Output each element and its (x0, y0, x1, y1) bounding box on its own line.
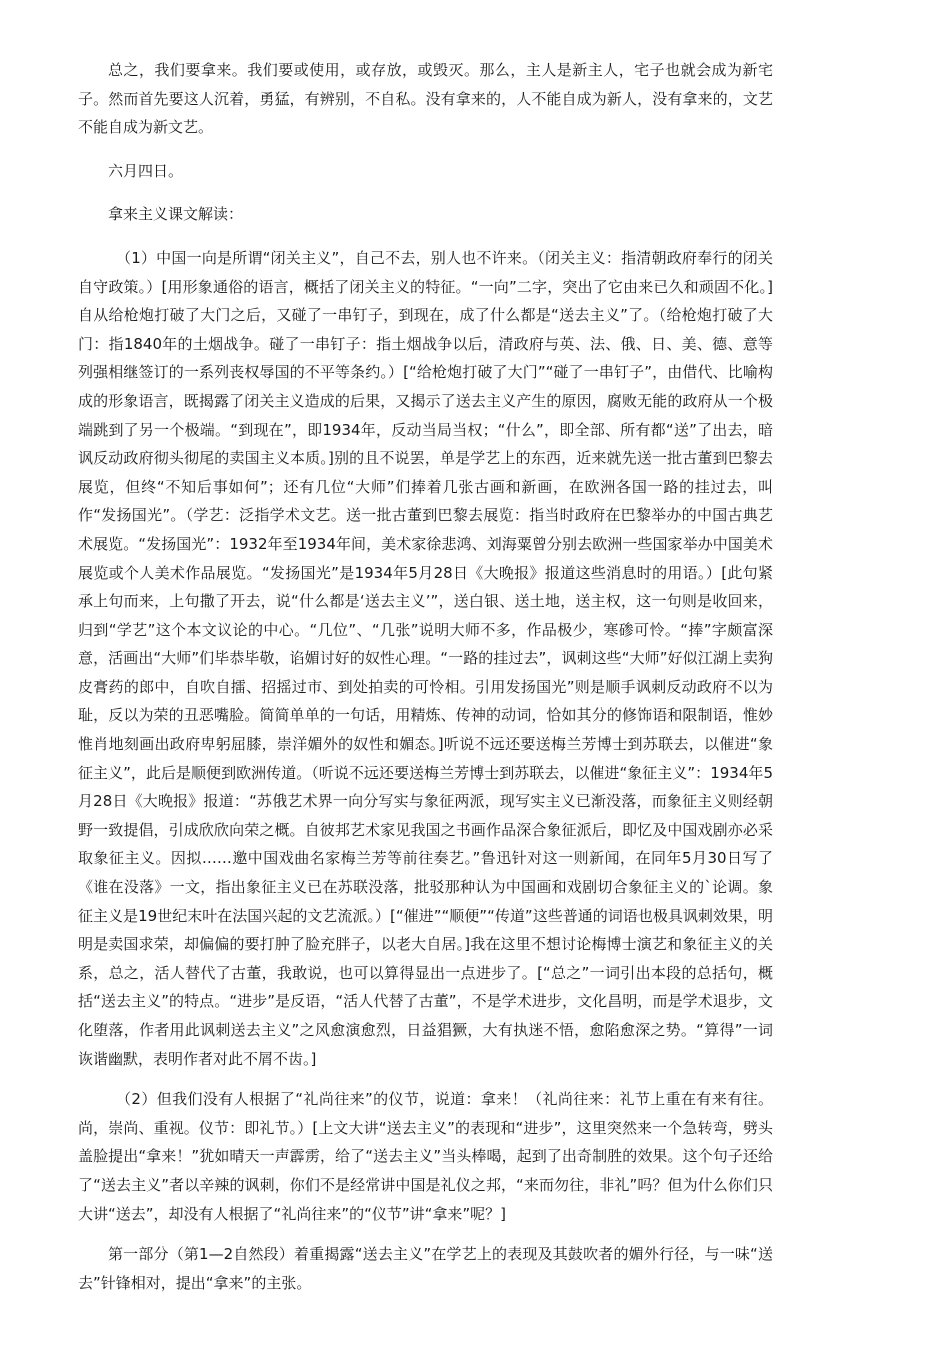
section-heading: 拿来主义课文解读： (108, 205, 244, 224)
analysis-paragraph-1: （1）中国一向是所谓“闭关主义”，自己不去，别人也不许来。（闭关主义：指清朝政府奉行的闭关自守政策。）[用形象通俗的语言，概括了闭关主义的特征。“一向”二字，突出了它由来已久和顽固不化。]自从给枪炮打破了大门之后，又碰了一串钉子，到现在，成了什么都是“送去主义”了。（给枪炮打破了大门：指1840年的土烟战争。碰了一串钉子：指土烟战争以后，清政府与英、法、俄、日、美、德、意等列强相继签订的一系列丧权辱国的不平等条约。）[“给枪炮打破了大门”“碰了一串钉子”，由借代、比喻构成的形象语言，既揭露了闭关主义造成的后果，又揭示了送去主义产生的原因，腐败无能的政府从一个极端跳到了另一个极端。“到现在”，即1934年，反动当局当权；“什么”，即全部、所有都“送”了出去，暗讽反动政府彻头彻尾的卖国主义本质。]别的且不说罢，单是学艺上的东西，近来就先送一批古董到巴黎去展览，但终“不知后事如何”；还有几位“大师”们捧着几张古画和新画，在欧洲各国一路的挂过去，叫作“发扬国光”。（学艺：泛指学术文艺。送一批古董到巴黎去展览：指当时政府在巴黎举办的中国古典艺术展览。“发扬国光”：1932年至1934年间，美术家徐悲鸿、刘海粟曾分别去欧洲一些国家举办中国美术展览或个人美术作品展览。“发扬国光”是1934年5月28日《大晚报》报道这些消息时的用语。）[此句紧承上句而来，上句撒了开去，说“什么都是‘送去主义’”，送白银、送土地，送主权，这一句则是收回来，归到“学艺”这个本文议论的中心。“几位”、“几张”说明大师不多，作品极少，寒碜可怜。“捧”字颇富深意，活画出“大师”们毕恭毕敬，谄媚讨好的奴性心理。“一路的挂过去”，讽刺这些“大师”好似江湖上卖狗皮膏药的郎中，自吹自擂、招摇过市、到处拍卖的可怜相。引用发扬国光”则是顺手讽刺反动政府不以为耻，反以为荣的丑恶嘴脸。简简单单的一句话，用精炼、传神的动词，恰如其分的修饰语和限制语，惟妙惟肖地刻画出政府卑躬屈膝，崇洋媚外的奴性和媚态。]听说不远还要送梅兰芳博士到苏联去，以催进“象征主义”，此后是顺便到欧洲传道。（听说不远还要送梅兰芳博士到苏联去，以催进“象征主义”：1934年5月28日《大晚报》报道：“苏俄艺术界一向分写实与象征两派，现写实主义已渐没落，而象征主义则经朝野一致提倡，引成欣欣向荣之概。自彼邦艺术家见我国之书画作品深合象征派后，即忆及中国戏剧亦必采取象征主义。因拟……邀中国戏曲名家梅兰芳等前往奏艺。”鲁迅针对这一则新闻，在同年5月30日写了《谁在没落》一文，指出象征主义已在苏联没落，批驳那种认为中国画和戏剧切合象征主义的`论调。象征主义是19世纪末叶在法国兴起的文艺流派。）[“催进”“顺便”“传道”这些普通的词语也极具讽刺效果，明明是卖国求荣，却偏偏的要打肿了脸充胖子，以老大自居。]我在这里不想讨论梅博士演艺和象征主义的关系，总之，活人替代了古董，我敢说，也可以算得显出一点进步了。[“总之”一词引出本段的总括句，概括“送去主义”的特点。“进步”是反语，“活人代替了古董”，不是学术进步，文化昌明，而是学术退步，文化堕落，作者用此讽刺送去主义”之风愈演愈烈，日益猖獗，大有执迷不悟，愈陷愈深之势。“算得”一词诙谐幽默，表明作者对此不屑不齿。] (78, 248, 773, 1068)
analysis-paragraph-2: （2）但我们没有人根据了“礼尚往来”的仪节，说道：拿来！（礼尚往来：礼节上重在有来有往。尚，崇尚、重视。仪节：即礼节。）[上文大讲“送去主义”的表现和“进步”，这里突然来一个急转弯，劈头盖脸提出“拿来！”犹如晴天一声霹雳，给了“送去主义”当头棒喝，起到了出奇制胜的效果。这个句子还给了“送去主义”者以辛辣的讽刺，你们不是经常讲中国是礼仪之邦，“来而勿往，非礼”吗？但为什么你们只大讲“送去”，却没有人根据了“礼尚往来”的“仪节”讲“拿来”呢？] (78, 1090, 773, 1223)
part-one-summary: 第一部分（第1—2自然段）着重揭露“送去主义”在学艺上的表现及其鼓吹者的媚外行径，与一味“送去”针锋相对，提出“拿来”的主张。 (78, 1245, 773, 1292)
conclusion-paragraph: 总之，我们要拿来。我们要或使用，或存放，或毁灭。那么，主人是新主人，宅子也就会成为新宅子。然而首先要这人沉着，勇猛，有辨别，不自私。没有拿来的，人不能自成为新人，没有拿来的，文艺不能自成为新文艺。 (78, 61, 773, 137)
date-line: 六月四日。 (108, 161, 184, 180)
document-page (78, 56, 773, 1297)
